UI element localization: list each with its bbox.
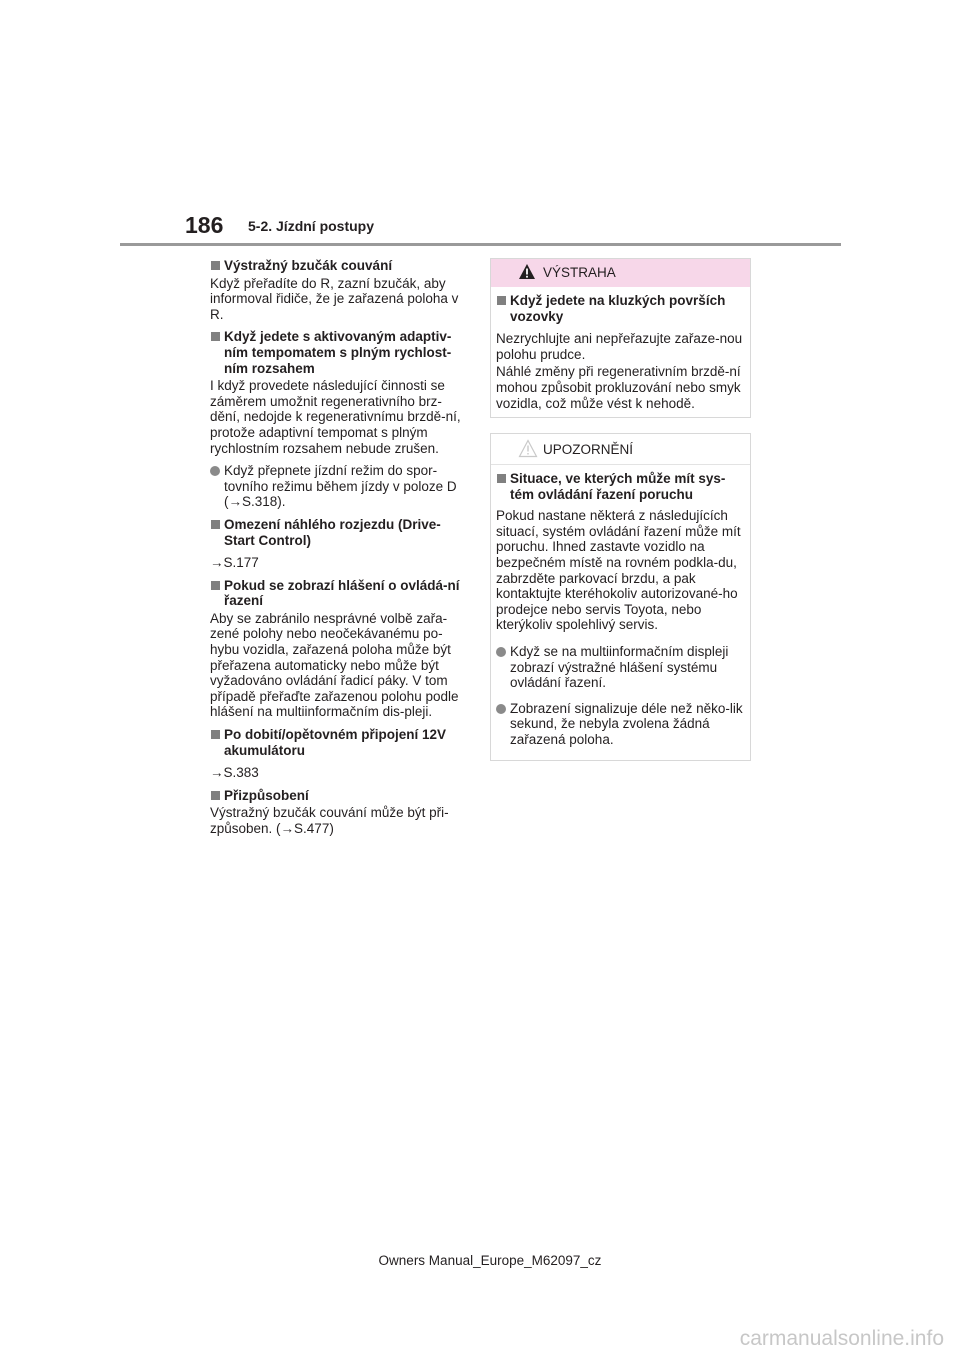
square-bullet-icon <box>211 520 220 529</box>
section-title: 5-2. Jízdní postupy <box>248 218 375 234</box>
section-heading <box>210 517 466 548</box>
bullet-text: Zobrazení signalizuje déle než něko-lik sekund, že nebyla zvolena žádná zařazená poloha. <box>510 700 743 747</box>
watermark: carmanualsonline.info <box>739 1327 944 1350</box>
warning-title: VÝSTRAHA <box>543 265 616 280</box>
heading-text: Když jedete s aktivovaným adaptiv-ním tempomatem s plným rychlost-ním rozsahem <box>224 329 452 376</box>
heading-text: Když jedete na kluzkých površích vozovky <box>510 293 726 324</box>
paragraph: Aby se zabránilo nesprávné volbě zařa-zené polohy nebo neočekávanému po-hybu vozidla, zařazená poloha může být přeřazena automaticky nebo může být vyžadováno ovládání řadicí páky. V tom případě přeřaďte zařazenou polohu podle hlášení na multiinformačním dis-pleji. <box>210 610 459 720</box>
section-heading <box>210 578 466 609</box>
paragraph: Nezrychlujte ani nepřeřazujte zařaze-nou polohu prudce. <box>496 331 743 362</box>
heading-text: Přizpůsobení <box>224 787 309 803</box>
paragraph: Náhlé změny při regenerativním brzdě-ní mohou způsobit prokluzování nebo smyk vozidla, což může vést k nehodě. <box>496 364 741 411</box>
heading-text: Pokud se zobrazí hlášení o ovládá-ní řazení <box>224 577 460 609</box>
warning-triangle-icon <box>518 263 536 281</box>
bullet-item <box>210 463 466 510</box>
heading-text: Výstražný bzučák couvání <box>224 258 393 273</box>
section-heading <box>496 293 745 324</box>
page-reference-link[interactable]: →S.383 <box>210 765 259 781</box>
page-number: 186 <box>185 212 224 238</box>
bullet-item <box>496 701 745 748</box>
notice-box <box>490 433 751 761</box>
section-heading <box>496 471 745 502</box>
warning-box <box>490 258 751 418</box>
circle-bullet-icon <box>210 466 220 476</box>
bullet-item <box>496 644 745 691</box>
section-heading <box>210 727 466 758</box>
heading-text: Situace, ve kterých může mít sys-tém ovládání řazení poruchu <box>510 471 726 502</box>
bullet-text: Když se na multiinformačním displeji zobrazí výstražné hlášení systému ovládání řazení. <box>510 643 729 691</box>
section-heading <box>210 788 466 804</box>
square-bullet-icon <box>211 261 220 270</box>
square-bullet-icon <box>211 332 220 341</box>
paragraph: Pokud nastane některá z následujících situací, systém ovládání řazení může mít poruchu. Ihned zastavte vozidlo na bezpečném místě na rovném podkla-du, zabrzděte parkovací brzdu, a pak kontaktujte kteréhokoliv autorizované-ho prodejce nebo servis Toyota, nebo kterýkoliv spolehlivý servis. <box>496 508 741 633</box>
square-bullet-icon <box>497 296 506 305</box>
notice-title: UPOZORNĚNÍ <box>543 442 634 457</box>
warning-body <box>491 287 750 411</box>
page-reference-link[interactable]: →S.177 <box>210 555 259 571</box>
square-bullet-icon <box>211 581 220 590</box>
section-heading <box>210 329 466 376</box>
circle-bullet-icon <box>496 704 506 714</box>
square-bullet-icon <box>211 730 220 739</box>
notice-body <box>491 465 750 748</box>
warning-header <box>491 259 750 287</box>
paragraph: Když přeřadíte do R, zazní bzučák, aby informoval řidiče, že je zařazená poloha v R. <box>210 275 459 322</box>
notice-header <box>491 434 750 465</box>
circle-bullet-icon <box>496 647 506 657</box>
header-rule <box>120 243 841 246</box>
section-heading <box>210 258 466 274</box>
caution-triangle-icon <box>518 439 538 458</box>
heading-text: Omezení náhlého rozjezdu (Drive-Start Control) <box>224 516 441 548</box>
paragraph: I když provedete následující činnosti se záměrem umožnit regenerativního brz-dění, nedojde k regenerativnímu brzdě-ní, protože adaptivní tempomat s plným rychlostním rozsahem nebude zrušen. <box>210 378 461 456</box>
square-bullet-icon <box>211 791 220 800</box>
heading-text: Po dobití/opětovném připojení 12V akumulátoru <box>224 727 447 758</box>
bullet-text[interactable]: Když přepnete jízdní režim do spor-tovního režimu během jízdy v poloze D (→S.318). <box>224 463 457 510</box>
paragraph: Výstražný bzučák couvání může být při-způsoben. (→S.477) <box>210 805 449 836</box>
left-column <box>210 258 466 837</box>
footer <box>0 1253 960 1268</box>
square-bullet-icon <box>497 474 506 483</box>
footer-text: Owners Manual_Europe_M62097_cz <box>378 1253 602 1268</box>
